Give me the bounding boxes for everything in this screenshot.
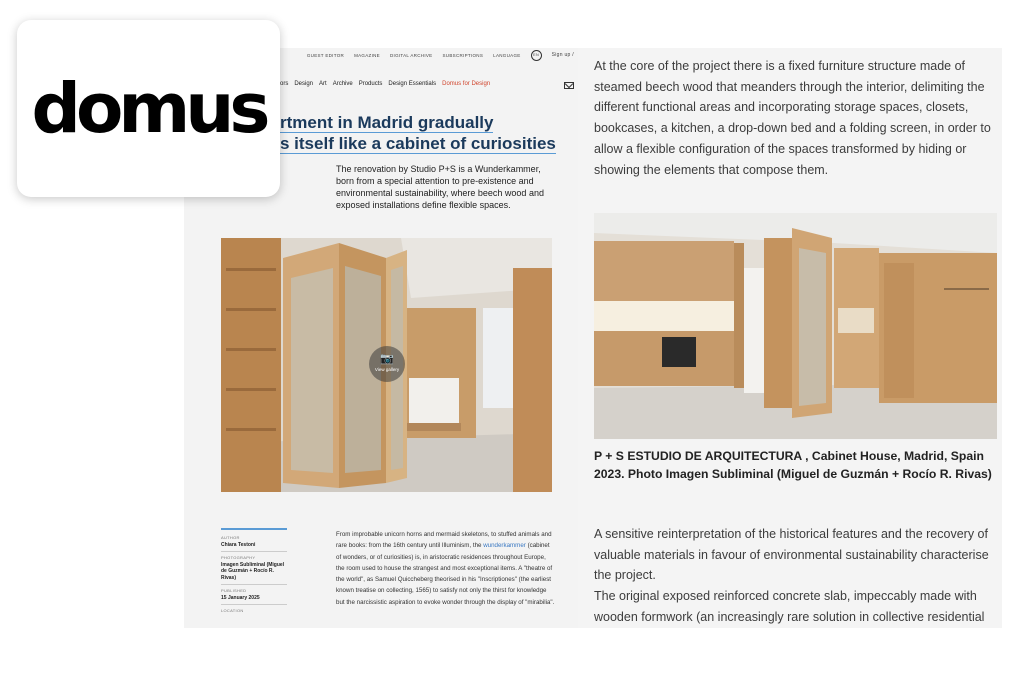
nav-item-products[interactable]: Products bbox=[358, 81, 383, 87]
domus-logo: domus bbox=[31, 68, 266, 149]
signup-link[interactable]: Sign up / bbox=[551, 52, 574, 58]
article-body bbox=[336, 529, 556, 608]
photography-key: PHOTOGRAPHY bbox=[221, 555, 256, 560]
nav-item-archive[interactable]: Archive bbox=[332, 81, 353, 87]
published-key: PUBLISHED bbox=[221, 588, 247, 593]
paragraph-reinterpretation bbox=[594, 524, 994, 628]
body-text-part1: From improbable unicorn horns and mermaid skeletons, to stuffed animals and rare books: from the 16th century until Illuminism, the bbox=[336, 531, 552, 550]
hero-photo[interactable] bbox=[221, 238, 552, 492]
paragraph-reinterpretation-a: A sensitive reinterpretation of the historical features and the recovery of valuable materials in favour of environmental sustainability characterise the project. bbox=[594, 527, 989, 583]
body-text-part2: (cabinet of wonders, or of curiosities) is, in aristocratic residences throughout Europe, the room used to house the strangest and most exceptional items. A "theatre of the world", as Samuel Quiccheberg theorised in his "Inscriptiones" (the earliest known treatise on collecting, 1565) to satisfy not only the thirst for knowledge but the narcissistic aspiration to evoke wonder through the display of "mirabilia". bbox=[336, 542, 555, 606]
digital-archive-link[interactable]: DIGITAL ARCHIVE bbox=[389, 52, 433, 58]
nav-item-art[interactable]: Art bbox=[319, 81, 327, 87]
camera-icon: 📷 bbox=[380, 353, 394, 365]
location-key: LOCATION bbox=[221, 608, 244, 613]
subscriptions-link[interactable]: SUBSCRIPTIONS bbox=[442, 52, 484, 58]
photography-value[interactable]: Imagen Subliminal (Miguel de Guzmán + Rocío R. Rivas) bbox=[221, 561, 285, 581]
nav-item-domus-for-design[interactable]: Domus for Design bbox=[442, 81, 491, 87]
meta-divider bbox=[221, 551, 287, 552]
magazine-link[interactable]: MAGAZINE bbox=[354, 52, 380, 58]
meta-divider bbox=[221, 604, 287, 605]
article-screenshot-right bbox=[578, 48, 1002, 628]
kitchen-photo-illustration bbox=[594, 213, 997, 439]
language-badge[interactable]: EN bbox=[531, 50, 542, 61]
paragraph-furniture-structure: At the core of the project there is a fixed furniture structure made of steamed beech wood that meanders through the interior, delimiting the different functional areas and incorporating storage spaces, closets, bookcases, a kitchen, a drop-down bed and a folding screen, in order to allow a flexible configuration of the spaces transformed by hiding or showing the elements that compose them. bbox=[594, 59, 991, 177]
guest-editor-link[interactable]: GUEST EDITOR bbox=[306, 52, 345, 58]
article-title-line1: rtment in Madrid gradually bbox=[280, 113, 494, 132]
article-meta bbox=[221, 528, 287, 615]
article-subtitle: The renovation by Studio P+S is a Wunderkammer, born from a special attention to pre-existence and environmental sustainability, where beech wood and exposed installations define flexible spaces. bbox=[336, 164, 544, 210]
paragraph-reinterpretation-b: The original exposed reinforced concrete slab, impeccably made with wooden formwork (an increasingly rare solution in collective residential bbox=[594, 589, 985, 624]
logo-card bbox=[17, 20, 280, 197]
language-link[interactable]: LANGUAGE bbox=[493, 52, 521, 58]
view-gallery-button[interactable] bbox=[369, 346, 405, 382]
nav-item-design-essentials[interactable]: Design Essentials bbox=[388, 81, 437, 87]
photo-caption: P + S ESTUDIO DE ARQUITECTURA , Cabinet House, Madrid, Spain 2023. Photo Imagen Subliminal (Miguel de Guzmán + Rocío R. Rivas) bbox=[594, 449, 992, 481]
kitchen-photo[interactable] bbox=[594, 213, 997, 439]
meta-accent-bar bbox=[221, 528, 287, 530]
published-value: 15 January 2025 bbox=[221, 594, 260, 601]
author-value[interactable]: Chiara Testoni bbox=[221, 541, 256, 548]
view-gallery-label: View gallery bbox=[374, 367, 400, 372]
mail-icon[interactable] bbox=[564, 82, 574, 89]
meta-divider bbox=[221, 584, 287, 585]
nav-item-design[interactable]: Design bbox=[294, 81, 314, 87]
wunderkammer-link[interactable]: wunderkammer bbox=[483, 542, 526, 550]
article-title bbox=[280, 112, 560, 154]
nav-item-interiors[interactable]: ors bbox=[280, 81, 289, 87]
main-nav bbox=[280, 81, 490, 87]
article-title-line2: s itself like a cabinet of curiosities bbox=[280, 134, 556, 153]
author-key: AUTHOR bbox=[221, 535, 240, 540]
